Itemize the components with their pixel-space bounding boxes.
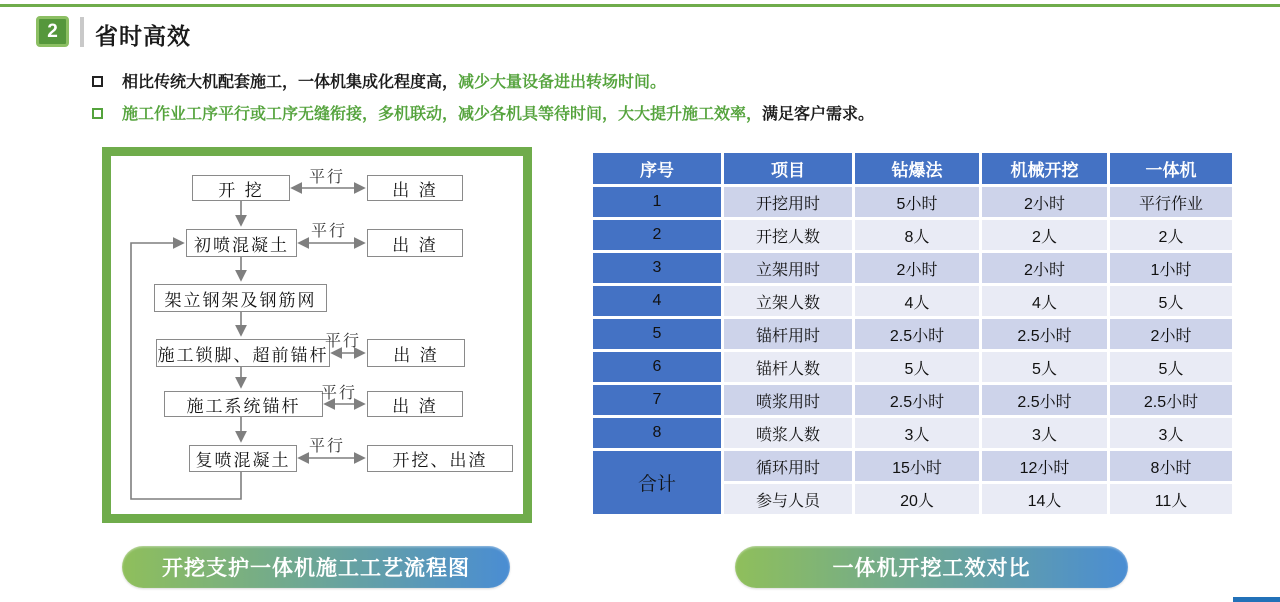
row-item-cell: 立架人数: [724, 286, 852, 316]
summary-value-cell-0: 20人: [855, 484, 979, 514]
row-value-cell-1: 4人: [982, 286, 1107, 316]
row-serial-cell: 5: [593, 319, 721, 349]
comparison-table: [590, 150, 1235, 517]
table-header-cell-3: 机械开挖: [982, 153, 1107, 184]
row-serial-cell: 1: [593, 187, 721, 217]
row-value-cell-0: 5小时: [855, 187, 979, 217]
row-value-cell-1: 2小时: [982, 253, 1107, 283]
row-serial-cell: 4: [593, 286, 721, 316]
parallel-label: 平行: [321, 383, 358, 402]
row-value-cell-0: 8人: [855, 220, 979, 250]
comparison-table-container: [590, 150, 1235, 517]
flow-node-lock-foot-anchor: 施工锁脚、超前锚杆: [156, 339, 330, 367]
row-value-cell-0: 4人: [855, 286, 979, 316]
bullet-text-green: 减少大量设备进出转场时间。: [458, 74, 667, 91]
row-value-cell-0: 2小时: [855, 253, 979, 283]
row-value-cell-2: 2人: [1110, 220, 1232, 250]
flowchart-caption-pill: 开挖支护一体机施工工艺流程图: [122, 546, 510, 588]
summary-value-cell-1: 14人: [982, 484, 1107, 514]
table-row-5: [593, 319, 1232, 349]
bullet-item-2: [92, 105, 1192, 125]
parallel-label: 平行: [311, 221, 348, 240]
table-caption-pill: 一体机开挖工效对比: [735, 546, 1128, 588]
summary-item-cell: 循环用时: [724, 451, 852, 481]
page-title: 省时高效: [95, 23, 191, 49]
row-item-cell: 锚杆人数: [724, 352, 852, 382]
row-value-cell-0: 5人: [855, 352, 979, 382]
row-value-cell-2: 平行作业: [1110, 187, 1232, 217]
bullet-text-green: 施工作业工序平行或工序无缝衔接，多机联动，减少各机具等待时间，大大提升施工效率，: [122, 106, 763, 123]
row-value-cell-0: 2.5小时: [855, 385, 979, 415]
summary-serial-cell: 合计: [593, 451, 721, 514]
table-header-row: [593, 153, 1232, 184]
flowchart: [111, 156, 523, 514]
row-serial-cell: 2: [593, 220, 721, 250]
flow-node-system-anchor: 施工系统锚杆: [164, 391, 323, 417]
table-header-cell-2: 钻爆法: [855, 153, 979, 184]
row-value-cell-2: 5人: [1110, 286, 1232, 316]
parallel-label: 平行: [325, 331, 362, 350]
summary-value-cell-1: 12小时: [982, 451, 1107, 481]
table-row-7: [593, 385, 1232, 415]
row-item-cell: 开挖用时: [724, 187, 852, 217]
flow-node-excavate: 开 挖: [192, 175, 290, 201]
row-item-cell: 喷浆用时: [724, 385, 852, 415]
row-item-cell: 开挖人数: [724, 220, 852, 250]
row-value-cell-2: 1小时: [1110, 253, 1232, 283]
bullet-square-icon: [92, 76, 103, 87]
row-value-cell-1: 3人: [982, 418, 1107, 448]
summary-item-cell: 参与人员: [724, 484, 852, 514]
row-value-cell-2: 5人: [1110, 352, 1232, 382]
title-divider: [80, 17, 84, 47]
flow-node-slag-3: 出 渣: [367, 339, 465, 367]
row-value-cell-1: 2.5小时: [982, 319, 1107, 349]
row-item-cell: 喷浆人数: [724, 418, 852, 448]
parallel-label: 平行: [309, 167, 346, 186]
flow-node-slag-1: 出 渣: [367, 175, 463, 201]
row-item-cell: 立架用时: [724, 253, 852, 283]
flow-node-first-spray: 初喷混凝土: [186, 229, 297, 257]
flow-node-re-spray: 复喷混凝土: [189, 445, 297, 472]
row-item-cell: 锚杆用时: [724, 319, 852, 349]
row-serial-cell: 7: [593, 385, 721, 415]
table-summary-row-0: [593, 451, 1232, 481]
table-row-6: [593, 352, 1232, 382]
row-serial-cell: 8: [593, 418, 721, 448]
summary-value-cell-2: 8小时: [1110, 451, 1232, 481]
top-accent-line: [0, 4, 1280, 7]
table-row-2: [593, 220, 1232, 250]
summary-value-cell-0: 15小时: [855, 451, 979, 481]
summary-value-cell-2: 11人: [1110, 484, 1232, 514]
row-value-cell-1: 5人: [982, 352, 1107, 382]
row-value-cell-1: 2小时: [982, 187, 1107, 217]
bullet-text-black: 满足客户需求。: [762, 106, 875, 123]
row-value-cell-1: 2.5小时: [982, 385, 1107, 415]
table-header-cell-1: 项目: [724, 153, 852, 184]
row-serial-cell: 6: [593, 352, 721, 382]
bullet-text: [122, 73, 666, 93]
bullet-text-black: 相比传统大机配套施工，一体机集成化程度高，: [122, 74, 459, 91]
flow-node-slag-2: 出 渣: [367, 229, 463, 257]
flowchart-frame: [102, 147, 532, 523]
bullet-list: [92, 73, 1192, 137]
flow-node-excavate-slag: 开挖、出渣: [367, 445, 513, 472]
section-number-badge: 2: [36, 16, 69, 47]
corner-accent-bar: [1233, 597, 1280, 602]
row-value-cell-0: 3人: [855, 418, 979, 448]
flow-node-steel-frame: 架立钢架及钢筋网: [154, 284, 327, 312]
parallel-label: 平行: [309, 436, 346, 455]
row-value-cell-2: 3人: [1110, 418, 1232, 448]
table-row-1: [593, 187, 1232, 217]
row-value-cell-2: 2小时: [1110, 319, 1232, 349]
row-value-cell-2: 2.5小时: [1110, 385, 1232, 415]
bullet-square-icon: [92, 108, 103, 119]
row-value-cell-1: 2人: [982, 220, 1107, 250]
table-row-4: [593, 286, 1232, 316]
flow-node-slag-4: 出 渣: [367, 391, 463, 417]
bullet-text: [122, 105, 874, 125]
row-serial-cell: 3: [593, 253, 721, 283]
table-header-cell-0: 序号: [593, 153, 721, 184]
row-value-cell-0: 2.5小时: [855, 319, 979, 349]
bullet-item-1: [92, 73, 1192, 93]
table-row-8: [593, 418, 1232, 448]
table-row-3: [593, 253, 1232, 283]
table-header-cell-4: 一体机: [1110, 153, 1232, 184]
